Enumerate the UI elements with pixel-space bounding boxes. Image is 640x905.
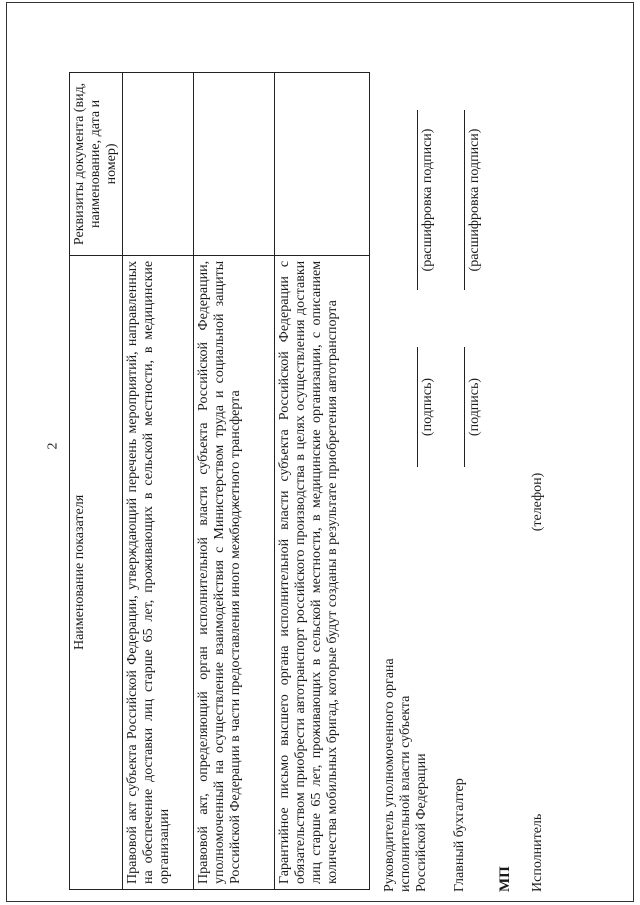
- table-row: [123, 73, 194, 890]
- page-number: 2: [45, 442, 61, 450]
- row-indicator-name: Гарантийное письмо высшего органа исполнительной власти субъекта Российской Федерации с обязательством приобрести автотранспорт российского производства в целях осуществления доставки лиц старше 65 лет, проживающих в сельской местности, в медицинские организации, с описанием количества мобильных бригад, которые будут созданы в результате приобретения автотранспорта: [275, 255, 370, 889]
- accountant-label: Главный бухгалтер: [452, 778, 467, 892]
- table-row: [194, 73, 275, 890]
- table-row: [275, 73, 370, 890]
- executor-phone-caption: (телефон): [530, 472, 545, 532]
- row-document-details: [275, 73, 370, 256]
- row-document-details: [123, 73, 194, 256]
- rotated-page-content: [57, 2, 617, 892]
- head-decoding-caption: (расшифровка подписи): [420, 128, 435, 272]
- executor-label: Исполнитель: [530, 813, 545, 892]
- head-decoding-line: [417, 110, 418, 290]
- table-header-row: [70, 73, 123, 890]
- head-signature-caption: (подпись): [420, 377, 435, 437]
- row-indicator-name: Правовой акт, определяющий орган исполнительной власти субъекта Российской Федерации, уполномоченный на осуществление взаимодействия с Министерством труда и социальной защиты Российской Федерации в части предоставления иного межбюджетного трансферта: [194, 255, 275, 889]
- head-signature-line: [417, 347, 418, 467]
- seal-placeholder: МП: [497, 866, 513, 892]
- head-signatory-label: Руководитель уполномоченного органа исполнительной власти субъекта Российской Федерации: [382, 658, 429, 892]
- row-indicator-name: Правовой акт субъекта Российской Федерации, утверждающий перечень мероприятий, направленных на обеспечение доставки лиц старше 65 лет, проживающих в сельской местности, в медицинские организации: [123, 255, 194, 889]
- accountant-decoding-line: [464, 110, 465, 290]
- header-indicator-name: Наименование показателя: [70, 255, 123, 889]
- accountant-decoding-caption: (расшифровка подписи): [467, 128, 482, 272]
- requisites-table: [69, 72, 370, 890]
- accountant-signature-caption: (подпись): [467, 377, 482, 437]
- header-document-details: Реквизиты документа (вид, наименование, дата и номер): [70, 73, 123, 256]
- row-document-details: [194, 73, 275, 256]
- accountant-signature-line: [464, 347, 465, 467]
